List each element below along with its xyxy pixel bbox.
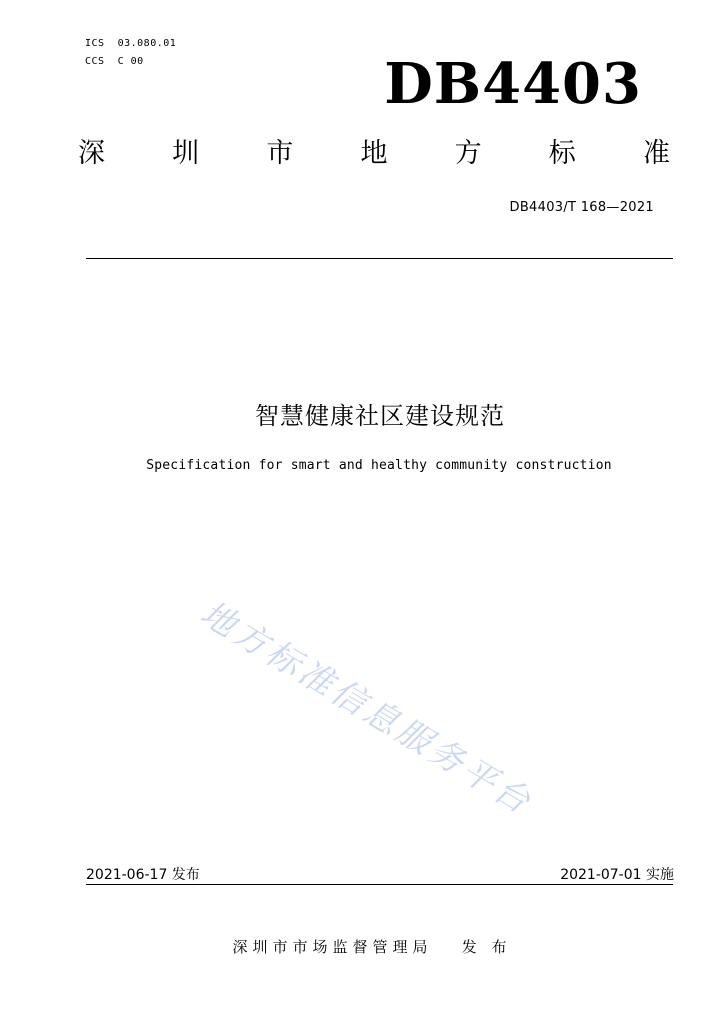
document-title-chinese: 智慧健康社区建设规范	[255, 402, 505, 430]
standard-kind-char: 地	[360, 138, 388, 169]
standard-kind-char: 市	[266, 138, 294, 169]
header-divider	[86, 258, 673, 259]
standard-code: DB4403	[384, 51, 642, 117]
standard-kind-char: 方	[454, 138, 482, 169]
standard-kind-char: 准	[642, 138, 670, 169]
footer-divider	[86, 884, 673, 885]
standard-kind-char: 标	[548, 138, 576, 169]
standard-number: DB4403/T 168—2021	[509, 200, 654, 215]
standard-kind-char: 深	[78, 138, 105, 169]
standard-kind	[78, 140, 670, 167]
watermark-text: 地方标准信息服务平台	[193, 593, 540, 824]
issuing-authority: 深圳市市场监督管理局 发 布	[232, 938, 512, 956]
issue-date: 2021-06-17 发布	[86, 867, 200, 883]
ccs-code: CCS C 00	[85, 56, 144, 67]
document-title-english: Specification for smart and healthy community construction	[146, 458, 612, 473]
standard-kind-char: 圳	[172, 138, 200, 169]
watermark	[190, 590, 610, 850]
implementation-date: 2021-07-01 实施	[560, 867, 674, 883]
ics-code: ICS 03.080.01	[85, 38, 177, 49]
